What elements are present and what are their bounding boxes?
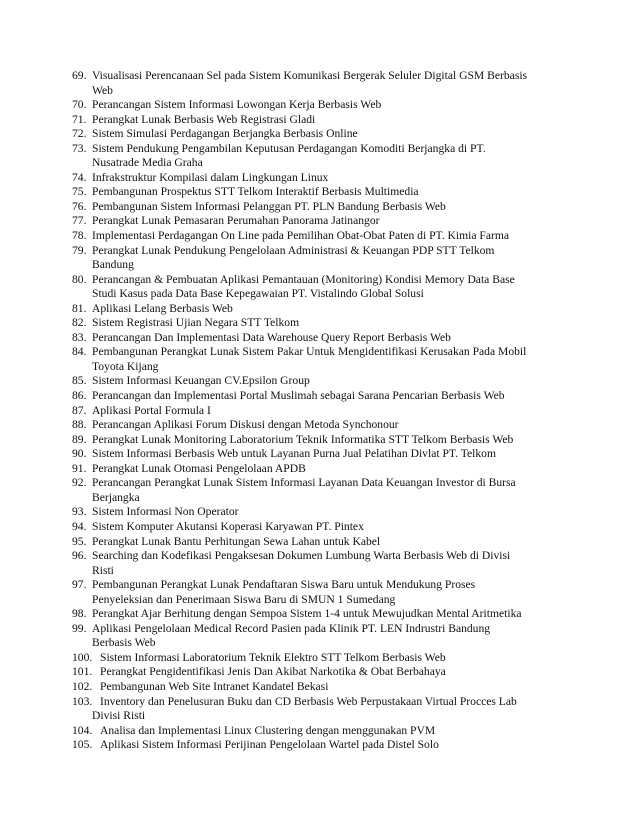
- list-item-number: 93.: [72, 505, 87, 519]
- list-item: [72, 665, 592, 680]
- list-item-text: Pembangunan Web Site Intranet Kandatel Bekasi: [100, 679, 329, 693]
- list-item-number: 96.: [72, 549, 87, 563]
- list-item-text: Perancangan Dan Implementasi Data Warehouse Query Report Berbasis Web: [92, 330, 451, 344]
- list-item-number: 103.: [72, 694, 93, 708]
- list-item-text: Pembangunan Perangkat Lunak Sistem Pakar Untuk Mengidentifikasi Kerusakan Pada Mobil: [92, 345, 527, 359]
- list-item-text: Perangkat Pengidentifikasi Jenis Dan Akibat Narkotika & Obat Berbahaya: [100, 665, 446, 679]
- list-item-text: Studi Kasus pada Data Base Kepegawaian PT. Vistalindo Global Solusi: [92, 287, 424, 301]
- list-item-continuation: [72, 84, 592, 99]
- list-item-number: 98.: [72, 607, 87, 621]
- list-item-number: 89.: [72, 432, 87, 446]
- list-item: [72, 738, 592, 753]
- list-item-text: Aplikasi Pengelolaan Medical Record Pasien pada Klinik PT. LEN Indrustri Bandung: [92, 621, 491, 635]
- list-item-text: Perangkat Lunak Pemasaran Perumahan Panorama Jatinangor: [92, 214, 380, 228]
- list-item: [72, 680, 592, 695]
- list-item: [72, 505, 592, 520]
- list-item-text: Perangkat Lunak Otomasi Pengelolaan APDB: [92, 461, 306, 475]
- list-item-text: Infrakstruktur Kompilasi dalam Lingkungan Linux: [92, 170, 329, 184]
- list-item-number: 90.: [72, 447, 87, 461]
- list-item: [72, 127, 592, 142]
- list-item-text: Pembangunan Sistem Informasi Pelanggan PT. PLN Bandung Berbasis Web: [92, 199, 446, 213]
- list-item-number: 104.: [72, 723, 93, 737]
- list-item-text: Inventory dan Penelusuran Buku dan CD Berbasis Web Perpustakaan Virtual Procces Lab: [100, 694, 517, 708]
- list-item-text: Berjangka: [92, 490, 140, 504]
- list-item-continuation: [72, 709, 592, 724]
- list-item-text: Sistem Informasi Non Operator: [92, 505, 239, 519]
- list-item: [72, 214, 592, 229]
- list-item: [72, 433, 592, 448]
- list-item-continuation: [72, 360, 592, 375]
- list-item-number: 92.: [72, 476, 87, 490]
- list-item-number: 80.: [72, 272, 87, 286]
- list-item-text: Perangkat Ajar Berhitung dengan Sempoa Sistem 1-4 untuk Mewujudkan Mental Aritmetika: [92, 607, 522, 621]
- list-item-text: Implementasi Perdagangan On Line pada Pemilihan Obat-Obat Paten di PT. Kimia Farma: [92, 229, 510, 243]
- list-item-text: Sistem Informasi Keuangan CV.Epsilon Group: [92, 374, 310, 388]
- list-item-text: Sistem Pendukung Pengambilan Keputusan Perdagangan Komoditi Berjangka di PT.: [92, 141, 486, 155]
- list-item-text: Aplikasi Sistem Informasi Perijinan Pengelolaan Wartel pada Distel Solo: [100, 738, 439, 752]
- list-item-number: 83.: [72, 330, 87, 344]
- list-item-text: Bandung: [92, 258, 134, 272]
- list-item-text: Aplikasi Lelang Berbasis Web: [92, 301, 233, 315]
- list-item: [72, 389, 592, 404]
- list-item-number: 85.: [72, 374, 87, 388]
- list-item: [72, 520, 592, 535]
- list-item: [72, 113, 592, 128]
- list-item-number: 69.: [72, 69, 87, 82]
- list-item: [72, 200, 592, 215]
- list-item: [72, 447, 592, 462]
- list-item: [72, 622, 592, 637]
- list-item: [72, 374, 592, 389]
- list-item-number: 95.: [72, 534, 87, 548]
- list-item-continuation: [72, 287, 592, 302]
- list-item: [72, 695, 592, 710]
- list-item-number: 72.: [72, 127, 87, 141]
- list-item-text: Pembangunan Perangkat Lunak Pendaftaran Siswa Baru untuk Mendukung Proses: [92, 578, 476, 592]
- list-item-text: Web: [92, 83, 113, 97]
- list-item-number: 99.: [72, 621, 87, 635]
- list-item-text: Perangkat Lunak Bantu Perhitungan Sewa Lahan untuk Kabel: [92, 534, 381, 548]
- list-item-text: Searching dan Kodefikasi Pengaksesan Dokumen Lumbung Warta Berbasis Web di Divisi: [92, 549, 511, 563]
- list-item: [72, 302, 592, 317]
- list-item: [72, 578, 592, 593]
- list-item-continuation: [72, 491, 592, 506]
- list-item-text: Perancangan Sistem Informasi Lowongan Kerja Berbasis Web: [92, 98, 382, 112]
- list-item: [72, 345, 592, 360]
- list-item-number: 100.: [72, 650, 93, 664]
- list-item-text: Perangkat Lunak Pendukung Pengelolaan Administrasi & Keuangan PDP STT Telkom: [92, 243, 495, 257]
- list-item-continuation: [72, 564, 592, 579]
- list-item-text: Aplikasi Portal Formula I: [92, 403, 211, 417]
- list-item: [72, 171, 592, 186]
- list-item: [72, 535, 592, 550]
- list-item-text: Perancangan Perangkat Lunak Sistem Informasi Layanan Data Keuangan Investor di Bursa: [92, 476, 516, 490]
- list-item-text: Perancangan dan Implementasi Portal Muslimah sebagai Sarana Pencarian Berbasis Web: [92, 389, 505, 403]
- list-item-number: 79.: [72, 243, 87, 257]
- list-item-continuation: [72, 258, 592, 273]
- list-item-number: 91.: [72, 461, 87, 475]
- list-item: [72, 462, 592, 477]
- list-item-number: 74.: [72, 170, 87, 184]
- list-item-text: Visualisasi Perencanaan Sel pada Sistem Komunikasi Bergerak Seluler Digital GSM Berbasis: [92, 69, 528, 82]
- list-item-continuation: [72, 156, 592, 171]
- list-item: [72, 316, 592, 331]
- list-item: [72, 273, 592, 288]
- list-item-number: 87.: [72, 403, 87, 417]
- list-item-text: Sistem Registrasi Ujian Negara STT Telkom: [92, 316, 300, 330]
- list-item-text: Sistem Simulasi Perdagangan Berjangka Berbasis Online: [92, 127, 358, 141]
- list-item-number: 78.: [72, 229, 87, 243]
- list-item-text: Nusatrade Media Graha: [92, 156, 203, 170]
- list-item-continuation: [72, 636, 592, 651]
- list-item: [72, 331, 592, 346]
- list-item-number: 70.: [72, 98, 87, 112]
- list-item: [72, 142, 592, 157]
- list-item: [72, 69, 592, 84]
- list-item-text: Toyota Kijang: [92, 359, 159, 373]
- list-item-number: 102.: [72, 679, 93, 693]
- list-item-number: 76.: [72, 199, 87, 213]
- list-item-number: 105.: [72, 738, 93, 752]
- list-item-text: Sistem Informasi Laboratorium Teknik Elektro STT Telkom Berbasis Web: [100, 650, 446, 664]
- list-item-number: 71.: [72, 112, 87, 126]
- list-item-text: Perancangan Aplikasi Forum Diskusi dengan Metoda Synchonour: [92, 418, 399, 432]
- list-item-text: Berbasis Web: [92, 636, 156, 650]
- thesis-title-list: [72, 69, 592, 753]
- list-item-text: Analisa dan Implementasi Linux Clustering dengan menggunakan PVM: [100, 723, 436, 737]
- list-item-text: Pembangunan Prospektus STT Telkom Interaktif Berbasis Multimedia: [92, 185, 419, 199]
- list-item-number: 97.: [72, 578, 87, 592]
- list-item-text: Perangkat Lunak Berbasis Web Registrasi Gladi: [92, 112, 316, 126]
- list-item: [72, 724, 592, 739]
- list-item: [72, 404, 592, 419]
- list-item-text: Sistem Informasi Berbasis Web untuk Layanan Purna Jual Pelatihan Divlat PT. Telkom: [92, 447, 496, 461]
- list-item: [72, 229, 592, 244]
- list-item: [72, 244, 592, 259]
- list-item-text: Penyeleksian dan Penerimaan Siswa Baru di SMUN 1 Sumedang: [92, 592, 396, 606]
- list-item-text: Sistem Komputer Akutansi Koperasi Karyawan PT. Pintex: [92, 519, 364, 533]
- list-item: [72, 607, 592, 622]
- list-item-number: 101.: [72, 665, 93, 679]
- list-item-number: 75.: [72, 185, 87, 199]
- list-item: [72, 98, 592, 113]
- list-item-text: Divisi Risti: [92, 709, 146, 723]
- list-item-number: 82.: [72, 316, 87, 330]
- list-item-number: 73.: [72, 141, 87, 155]
- list-item-continuation: [72, 593, 592, 608]
- list-item-number: 86.: [72, 389, 87, 403]
- list-item-number: 84.: [72, 345, 87, 359]
- list-item-number: 77.: [72, 214, 87, 228]
- list-item: [72, 418, 592, 433]
- list-item: [72, 549, 592, 564]
- list-item-number: 81.: [72, 301, 87, 315]
- list-item-number: 94.: [72, 519, 87, 533]
- list-item-number: 88.: [72, 418, 87, 432]
- list-item-text: Perangkat Lunak Monitoring Laboratorium Teknik Informatika STT Telkom Berbasis Web: [92, 432, 514, 446]
- list-item: [72, 476, 592, 491]
- list-item-text: Risti: [92, 563, 114, 577]
- list-item: [72, 185, 592, 200]
- list-item: [72, 651, 592, 666]
- list-item-text: Perancangan & Pembuatan Aplikasi Pemantauan (Monitoring) Kondisi Memory Data Base: [92, 272, 515, 286]
